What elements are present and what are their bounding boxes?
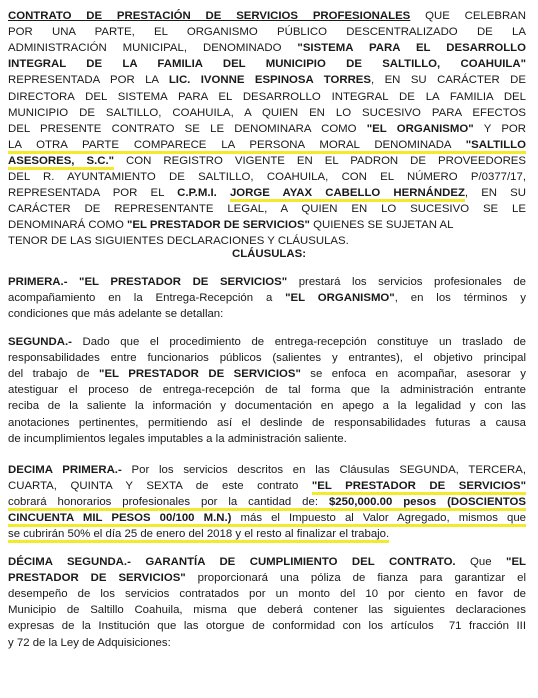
bold-text: CONTRATO DE PRESTACIÓN DE SERVICIOS PROFESIONALES: [8, 10, 411, 22]
intro-line: [8, 169, 526, 185]
text-segment: DEL PRESENTE CONTRATO SE LE DENOMINARA COMO: [8, 122, 367, 135]
text-segment: DIRECTORA DEL SISTEMA PARA EL DESARROLLO INTEGRAL DE LA FAMILIA DEL: [8, 90, 526, 103]
clause-line: [8, 586, 526, 602]
text-segment: QUIENES SE SUJETAN AL: [309, 219, 454, 232]
text-segment: Y POR: [473, 122, 527, 135]
bold-text: "EL ORGANISMO": [285, 292, 395, 305]
text-segment: QUE CELEBRAN: [410, 10, 526, 22]
bold-text: LIC. IVONNE ESPINOSA TORRES: [168, 74, 371, 87]
text-segment: reciba de la saliente la información y documentación en apego a la legalidad y con las: [8, 400, 526, 413]
clause-line: [8, 274, 526, 290]
text-segment: desempeño de los servicios contratados por un monto del 10 por ciento en favor de: [8, 588, 526, 601]
text-segment: del trabajo de: [8, 368, 100, 381]
text-segment: y 72 de la Ley de Adquisiciones:: [8, 636, 171, 649]
intro-line: [8, 24, 526, 40]
highlighted-text: LA OTRA PARTE COMPARECE LA PERSONA MORAL DENOMINADA: [8, 139, 466, 154]
bold-text: "EL: [506, 556, 527, 568]
highlighted-text: "SALTILLO: [466, 139, 526, 154]
text-segment: prestará los servicios profesionales de: [287, 276, 526, 288]
clause-line: [8, 510, 526, 526]
bold-text: PRIMERA.-: [8, 276, 80, 288]
highlighted-text: más el Impuesto al Valor Agregado, mismos que: [231, 512, 526, 527]
clause-line: [8, 366, 526, 382]
clause-line: [8, 618, 526, 634]
text-segment: REPRESENTADA POR EL: [8, 187, 178, 200]
intro-line: [8, 8, 526, 24]
bold-text: "EL PRESTADOR DE SERVICIOS": [79, 276, 288, 288]
intro-line: [8, 217, 453, 233]
clause-line: [8, 306, 223, 322]
intro-line: [8, 89, 526, 105]
text-segment: proporcionará una póliza de fianza para garantizar el: [185, 572, 526, 585]
bold-text: DÉCIMA SEGUNDA.- GARANTÍA DE CUMPLIMIENTO DEL CONTRATO.: [8, 556, 456, 568]
bold-text: "EL PRESTADOR DE SERVICIOS": [126, 219, 310, 232]
clause-line: [8, 554, 526, 570]
intro-line: [8, 137, 526, 153]
highlighted-text: CINCUENTA MIL PESOS 00/100 M.N.): [8, 512, 231, 527]
text-segment: , en los términos y: [394, 292, 526, 305]
text-segment: atestiguar el proceso de entrega-recepción de tal forma que la administración entrante: [8, 384, 526, 397]
highlighted-text: $250,000.00 pesos (DOSCIENTOS: [329, 496, 526, 511]
bold-text: "EL PRESTADOR DE SERVICIOS": [99, 368, 301, 381]
text-segment: CON REGISTRO VIGENTE EN EL PADRON DE PROVEEDORES: [114, 154, 526, 167]
highlighted-text: se cubrirán 50% el día 25 de enero del 2018 y el resto al finalizar el trabajo.: [8, 528, 389, 543]
text-segment: se enfoca en acompañar, asesorar y: [300, 368, 526, 381]
text-segment: DEL R. AYUNTAMIENTO DE SALTILLO, COAHUILA, CON EL NÚMERO P/0377/17,: [8, 171, 526, 183]
intro-line: [8, 201, 526, 217]
intro-line: [8, 233, 349, 249]
clause-line: [8, 350, 526, 366]
intro-line: [8, 185, 526, 201]
bold-text: "SISTEMA PARA EL DESARROLLO: [297, 42, 526, 55]
clause-line: [8, 478, 526, 494]
clause-line: [8, 382, 526, 398]
text-segment: expresas de la Institución que las otorgue de conformidad con los artículos 71 fracción III: [8, 620, 526, 633]
intro-line: [8, 56, 526, 72]
text-segment: responsabilidades entre funcionarios públicos (salientes y entrantes), el objetivo principal: [8, 352, 526, 365]
bold-text: SEGUNDA.-: [8, 336, 72, 348]
text-segment: ADMINISTRACIÓN MUNICIPAL, DENOMINADO: [8, 42, 298, 55]
intro-line: [8, 105, 526, 121]
text-segment: REPRESENTADA POR LA: [8, 74, 169, 87]
clause-line: [8, 462, 526, 478]
text-segment: Que: [455, 556, 507, 568]
highlighted-text: ASESORES, S.C.": [8, 155, 114, 170]
clause-line: [8, 494, 526, 510]
text-segment: DENOMINARÁ COMO: [8, 219, 127, 232]
text-segment: TENOR DE LAS SIGUIENTES DECLARACIONES Y CLÁUSULAS.: [8, 235, 349, 248]
intro-line: [8, 72, 526, 88]
intro-line: [8, 40, 526, 56]
intro-line: [8, 121, 526, 137]
text-segment: , EN SU: [464, 187, 526, 200]
bold-text: "EL ORGANISMO": [366, 122, 474, 135]
bold-text: C.P.M.I.: [177, 187, 230, 200]
text-segment: Dado que el procedimiento de entrega-recepción constituye un traslado de: [71, 336, 526, 348]
bold-text: DECIMA PRIMERA.-: [8, 464, 122, 476]
text-segment: Por los servicios descritos en las Cláusulas SEGUNDA, TERCERA,: [121, 464, 526, 476]
clause-line: [8, 635, 171, 651]
clause-line: [8, 570, 526, 586]
clause-line: [8, 415, 526, 431]
text-segment: CUARTA, QUINTA Y SEXTA de este contrato: [8, 480, 312, 493]
text-segment: anotaciones pertinentes, permitiendo así el deslinde de responsabilidades futuras a causa: [8, 416, 526, 429]
text-segment: POR UNA PARTE, EL ORGANISMO PÚBLICO DESCENTRALIZADO DE LA: [8, 26, 526, 39]
text-segment: de incumplimientos legales imputables a la administración saliente.: [8, 432, 347, 445]
text-segment: , EN SU CARÁCTER DE: [371, 74, 526, 87]
bold-text: PRESTADOR DE SERVICIOS": [8, 572, 186, 585]
clause-line: [8, 431, 347, 447]
highlighted-text: cobrará honorarios profesionales por la cantidad de:: [8, 496, 329, 511]
bold-text: INTEGRAL DE LA FAMILIA DEL MUNICIPIO DE SALTILLO, COAHUILA": [8, 58, 526, 71]
clause-line: [8, 290, 526, 306]
clauses-heading: CLÁUSULAS:: [231, 248, 307, 260]
text-segment: Municipio de Saltillo Coahuila, misma que deberá contener las siguientes declaraciones: [8, 604, 526, 617]
clause-line: [8, 398, 526, 414]
highlighted-text: JORGE AYAX CABELLO HERNÁNDEZ: [230, 187, 465, 202]
text-segment: CARÁCTER DE REPRESENTANTE LEGAL, A QUIEN EN LO SUCESIVO SE LE: [8, 203, 526, 216]
text-segment: acompañamiento en la Entrega-Recepción a: [8, 292, 286, 305]
highlighted-text: "EL PRESTADOR DE SERVICIOS": [312, 480, 526, 495]
text-segment: condiciones que más adelante se detallan:: [8, 308, 224, 321]
clause-line: [8, 526, 389, 542]
text-segment: MUNICIPIO DE SALTILLO, COAHUILA, A QUIEN EN LO SUCESIVO PARA EFECTOS: [8, 106, 526, 119]
clause-line: [8, 334, 526, 350]
intro-line: [8, 153, 526, 169]
clause-line: [8, 602, 526, 618]
